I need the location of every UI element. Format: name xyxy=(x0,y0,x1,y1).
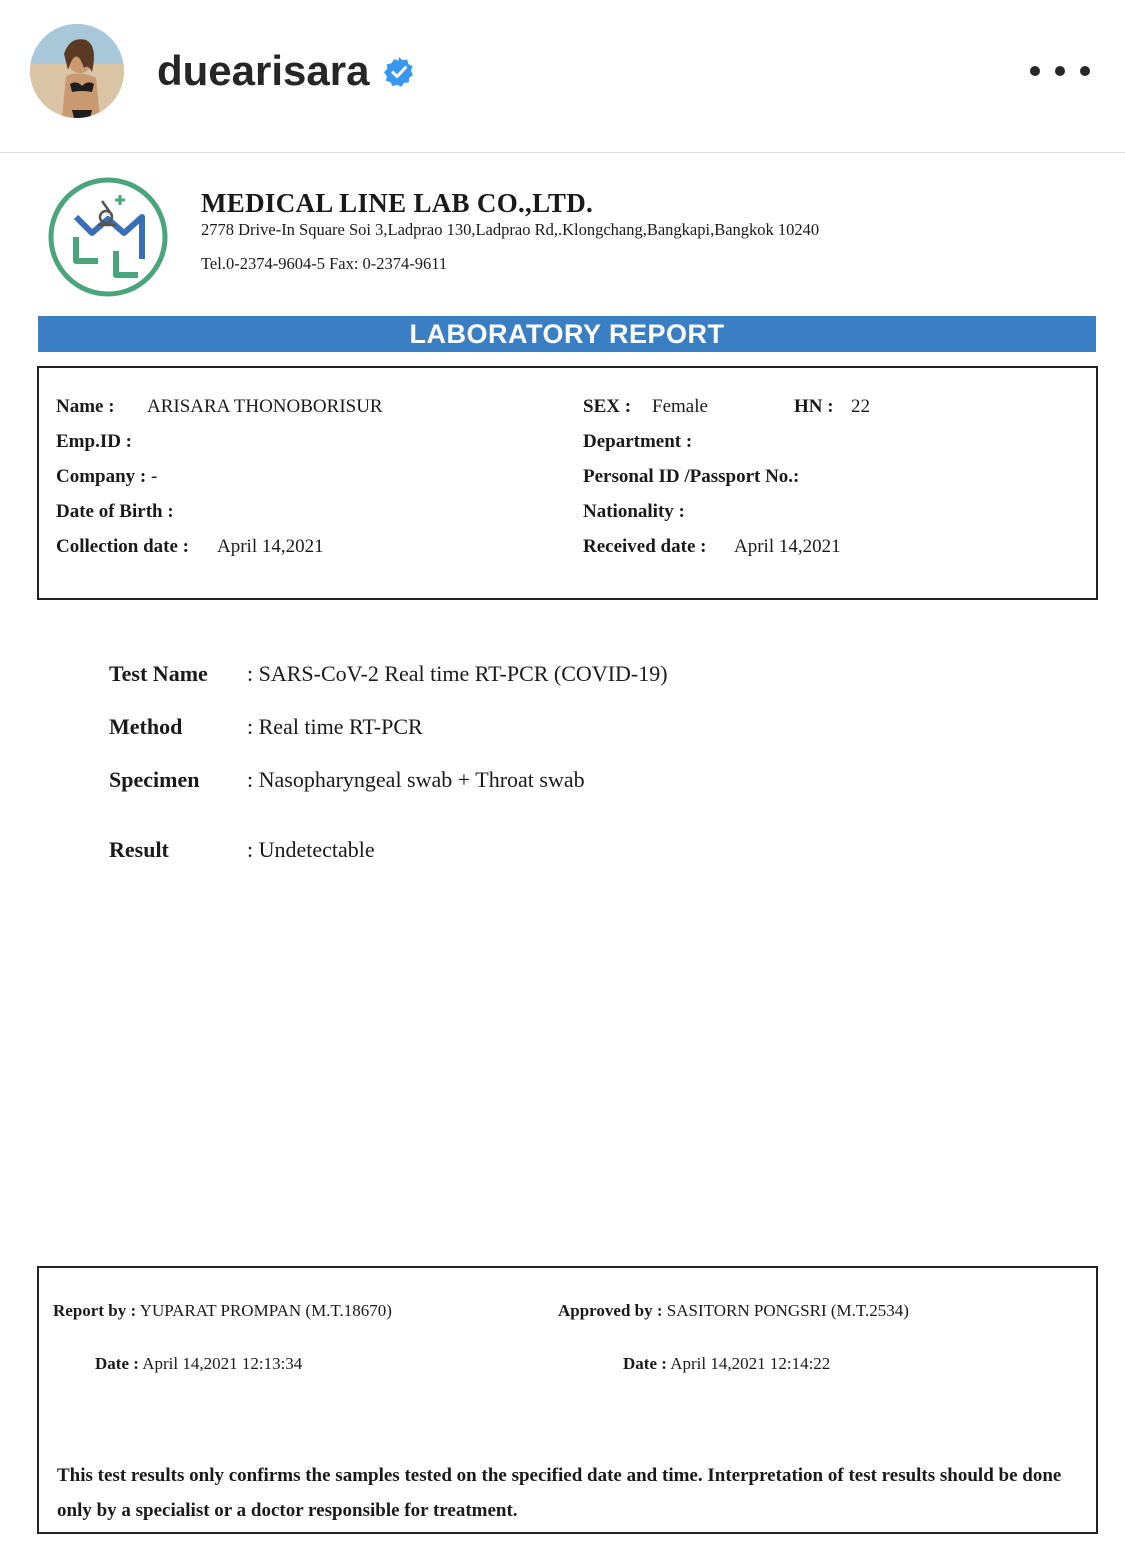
hn-value xyxy=(851,396,870,418)
post-header xyxy=(0,0,1125,153)
more-dot-icon xyxy=(1030,66,1040,76)
specimen-value: : Nasopharyngeal swab + Throat swab xyxy=(247,767,585,792)
sex-label: SEX : xyxy=(583,396,632,417)
name-value xyxy=(147,396,383,418)
report-title-banner: LABORATORY REPORT xyxy=(38,316,1096,352)
collection-date-value xyxy=(217,536,324,558)
company-address: 2778 Drive-In Square Soi 3,Ladprao 130,Ladprao Rd,.Klongchang,Bangkapi,Bangkok 10240 xyxy=(201,220,820,239)
company-phone: Tel.0-2374-9604-5 Fax: 0-2374-9611 xyxy=(201,254,448,273)
patient-info-box xyxy=(37,366,1098,600)
hn-value-text: 22 xyxy=(851,396,870,417)
company-label: Company : xyxy=(56,466,147,487)
microscope-lab-logo-icon xyxy=(46,175,170,299)
name-value-text: ARISARA THONOBORISUR xyxy=(147,396,383,417)
department-label: Department : xyxy=(583,431,693,452)
dob-label: Date of Birth : xyxy=(56,501,174,522)
nationality-field xyxy=(583,501,685,523)
sex-value-text: Female xyxy=(652,396,708,417)
received-date-text: April 14,2021 xyxy=(734,536,841,557)
more-options-button[interactable] xyxy=(1030,54,1090,88)
report-by-field xyxy=(53,1301,392,1321)
department-field xyxy=(583,431,692,453)
approved-by-field xyxy=(558,1301,909,1321)
disclaimer-text: This test results only confirms the samples tested on the specified date and time. Interpretation of test results should be done only by a specialist or a doctor responsible for treatment. xyxy=(57,1465,1062,1521)
passport-field xyxy=(583,466,799,488)
name-label: Name : xyxy=(56,396,115,417)
sex-field xyxy=(583,396,631,418)
approved-by-label: Approved by : xyxy=(558,1301,663,1320)
approved-by-value: SASITORN PONGSRI (M.T.2534) xyxy=(666,1301,909,1320)
hn-label: HN : xyxy=(794,396,834,417)
report-date-label: Date : xyxy=(95,1354,139,1373)
result-value: : Undetectable xyxy=(247,837,375,862)
approved-date-field xyxy=(623,1354,830,1374)
more-dot-icon xyxy=(1055,66,1065,76)
emp-id-label: Emp.ID : xyxy=(56,431,133,452)
name-field xyxy=(56,396,115,418)
report-signature-box xyxy=(37,1266,1098,1534)
approved-date-value: April 14,2021 12:14:22 xyxy=(670,1354,831,1373)
specimen-label: Specimen xyxy=(109,767,200,792)
post-username[interactable]: duearisara xyxy=(157,47,370,94)
hn-field xyxy=(794,396,834,418)
received-date-label: Received date : xyxy=(583,536,707,557)
method-value: : Real time RT-PCR xyxy=(247,714,423,739)
report-date-value: April 14,2021 12:13:34 xyxy=(142,1354,303,1373)
passport-label: Personal ID /Passport No.: xyxy=(583,466,800,487)
result-label: Result xyxy=(109,837,169,862)
report-date-field xyxy=(95,1354,302,1374)
avatar-photo-icon xyxy=(30,24,124,118)
verified-badge-icon xyxy=(383,56,415,88)
nationality-label: Nationality : xyxy=(583,501,685,522)
approved-date-label: Date : xyxy=(623,1354,667,1373)
received-date-field xyxy=(583,536,706,558)
company-field xyxy=(56,466,157,488)
company-name: MEDICAL LINE LAB CO.,LTD. xyxy=(201,188,594,218)
received-date-value xyxy=(734,536,841,558)
report-by-label: Report by : xyxy=(53,1301,137,1320)
method-label: Method xyxy=(109,714,183,739)
company-value: - xyxy=(151,466,158,487)
emp-id-field xyxy=(56,431,132,453)
report-by-value: YUPARAT PROMPAN (M.T.18670) xyxy=(139,1301,392,1320)
profile-avatar[interactable] xyxy=(30,24,124,118)
more-dot-icon xyxy=(1080,66,1090,76)
sex-value xyxy=(652,396,708,418)
collection-date-field xyxy=(56,536,189,558)
collection-date-label: Collection date : xyxy=(56,536,189,557)
dob-field xyxy=(56,501,174,523)
test-name-value: : SARS-CoV-2 Real time RT-PCR (COVID-19) xyxy=(247,661,668,686)
test-name-label: Test Name xyxy=(109,661,208,686)
collection-date-text: April 14,2021 xyxy=(217,536,324,557)
